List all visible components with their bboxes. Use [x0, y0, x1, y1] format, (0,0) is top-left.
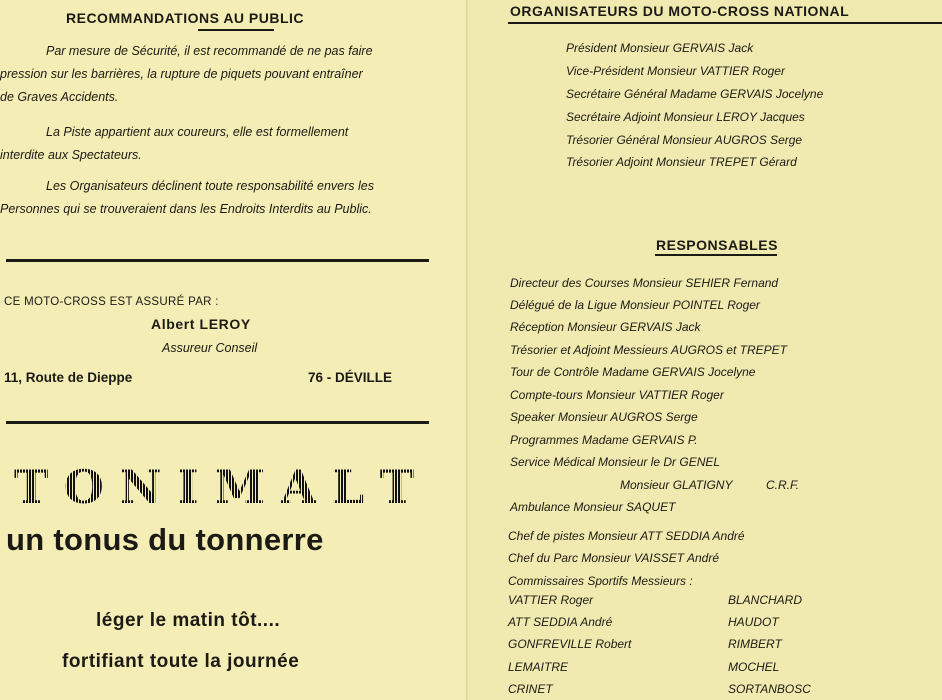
insurer-address: 11, Route de Dieppe: [4, 370, 133, 385]
heading-underline: [655, 254, 777, 256]
commissaire-name: MOCHEL: [728, 660, 780, 674]
tonimalt-logo: [14, 460, 416, 514]
para-line: Par mesure de Sécurité, il est recommandé de ne pas faire: [46, 44, 373, 58]
responsable-line: Chef du Parc Monsieur VAISSET André: [508, 551, 719, 565]
insurer-role: Assureur Conseil: [162, 341, 258, 355]
para-line: La Piste appartient aux coureurs, elle est formellement: [46, 125, 349, 139]
ad-tagline-1: léger le matin tôt....: [96, 610, 281, 631]
responsable-line: Chef de pistes Monsieur ATT SEDDIA André: [508, 529, 745, 543]
para-line: Personnes qui se trouveraient dans les Endroits Interdits au Public.: [0, 202, 372, 216]
organiser-line: Président Monsieur GERVAIS Jack: [566, 41, 754, 55]
responsable-line: Réception Monsieur GERVAIS Jack: [510, 320, 701, 334]
commissaire-name: BLANCHARD: [728, 593, 803, 607]
track-paragraph: [0, 121, 428, 167]
ad-tagline-2: fortifiant toute la journée: [62, 651, 300, 672]
insurer-city: 76 - DÉVILLE: [308, 370, 393, 385]
commissaire-name: GONFREVILLE Robert: [508, 637, 632, 651]
responsable-line: Délégué de la Ligue Monsieur POINTEL Roger: [510, 298, 760, 312]
heading-underline: [508, 22, 942, 24]
ad-slogan: un tonus du tonnerre: [6, 522, 324, 557]
para-line: Les Organisateurs déclinent toute responsabilité envers les: [46, 179, 374, 193]
responsable-line: Compte-tours Monsieur VATTIER Roger: [510, 388, 724, 402]
organiser-line: Trésorier Adjoint Monsieur TREPET Gérard: [566, 155, 797, 169]
commissaire-name: RIMBERT: [728, 637, 782, 651]
responsable-line: Tour de Contrôle Madame GERVAIS Jocelyne: [510, 365, 756, 379]
para-line: de Graves Accidents.: [0, 90, 119, 104]
organiser-line: Secrétaire Adjoint Monsieur LEROY Jacques: [566, 110, 805, 124]
commissaire-name: VATTIER Roger: [508, 593, 594, 607]
heading-underline: [198, 29, 274, 31]
logo-letter: N: [119, 460, 164, 514]
organiser-line: Secrétaire Général Madame GERVAIS Jocelyne: [566, 87, 824, 101]
organiser-line: Vice-Président Monsieur VATTIER Roger: [566, 64, 785, 78]
left-page: [0, 0, 468, 700]
responsable-line: Trésorier et Adjoint Messieurs AUGROS et TREPET: [510, 343, 787, 357]
commissaire-name: LEMAITRE: [508, 660, 569, 674]
logo-letter: A: [280, 460, 319, 514]
para-line: interdite aux Spectateurs.: [0, 148, 142, 162]
responsable-line: Speaker Monsieur AUGROS Serge: [510, 410, 698, 424]
commissaire-name: ATT SEDDIA André: [508, 615, 613, 629]
responsable-line: Monsieur GLATIGNY: [620, 478, 733, 492]
right-page: [468, 0, 942, 700]
para-line: pression sur les barrières, la rupture de piquets pouvant entraîner: [0, 67, 363, 81]
responsable-line: Directeur des Courses Monsieur SEHIER Fernand: [510, 276, 779, 290]
recommendations-heading: RECOMMANDATIONS AU PUBLIC: [66, 10, 305, 26]
logo-letter: I: [177, 460, 201, 514]
responsable-line: Commissaires Sportifs Messieurs :: [508, 574, 693, 588]
responsable-line: C.R.F.: [766, 478, 800, 492]
commissaire-name: CRINET: [508, 682, 553, 696]
logo-letter: T: [379, 460, 416, 514]
logo-letter: O: [63, 460, 106, 514]
responsable-line: Programmes Madame GERVAIS P.: [510, 433, 698, 447]
logo-letter: M: [214, 460, 267, 514]
organisers-heading: ORGANISATEURS DU MOTO-CROSS NATIONAL: [510, 3, 850, 19]
commissaire-name: HAUDOT: [728, 615, 779, 629]
logo-letter: T: [14, 460, 51, 514]
insurance-intro: CE MOTO-CROSS EST ASSURÉ PAR :: [4, 296, 219, 308]
commissaire-name: SORTANBOSC: [728, 682, 811, 696]
responsables-heading: RESPONSABLES: [656, 237, 778, 253]
organiser-line: Trésorier Général Monsieur AUGROS Serge: [566, 133, 803, 147]
responsable-line: Service Médical Monsieur le Dr GENEL: [510, 455, 721, 469]
logo-letter: L: [331, 460, 367, 514]
insurer-name: Albert LEROY: [151, 316, 251, 332]
divider: [6, 259, 429, 262]
liability-paragraph: [0, 175, 428, 221]
responsable-line: Ambulance Monsieur SAQUET: [510, 500, 676, 514]
divider: [6, 421, 429, 424]
safety-paragraph: [0, 40, 428, 109]
